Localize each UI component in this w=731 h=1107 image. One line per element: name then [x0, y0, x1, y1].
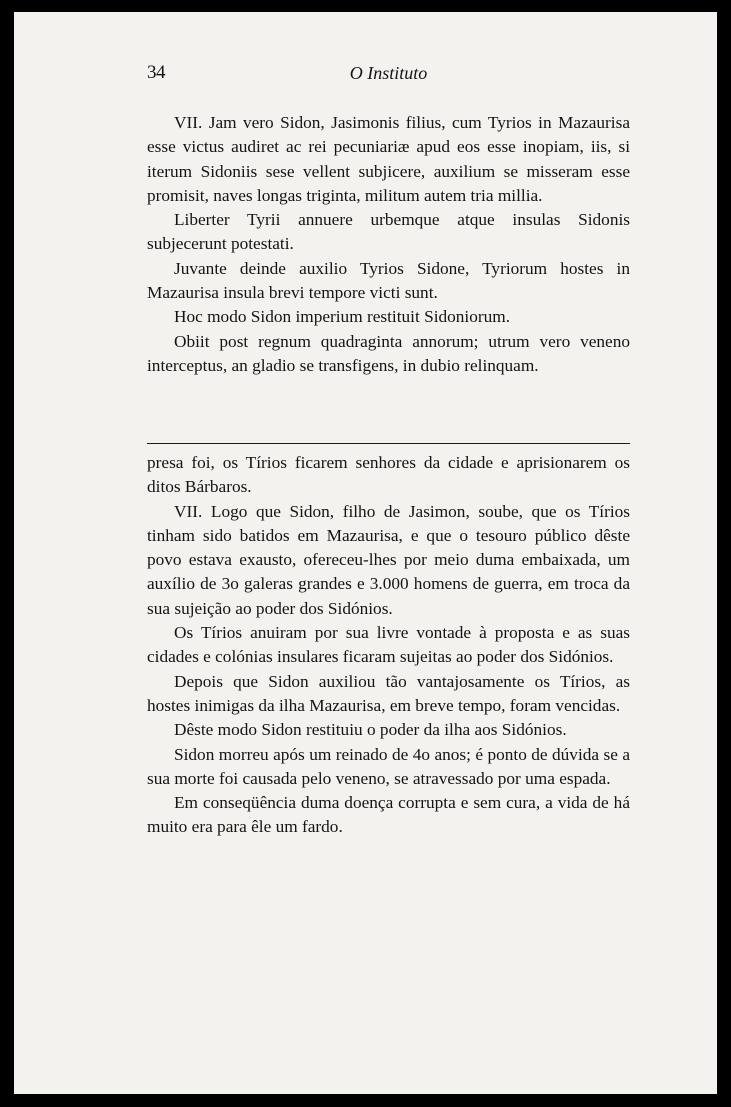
section-divider [147, 443, 630, 444]
latin-paragraph: Obiit post regnum quadraginta annorum; utrum vero veneno interceptus, an gladio se transfigens, in dubio relinquam. [147, 331, 630, 375]
portuguese-paragraph: Dêste modo Sidon restituiu o poder da ilha aos Sidónios. [174, 720, 567, 740]
portuguese-paragraph: Depois que Sidon auxiliou tão vantajosamente os Tírios, as hostes inimigas da ilha Mazaurisa, em breve tempo, foram vencidas. [147, 671, 630, 715]
latin-paragraph: Hoc modo Sidon imperium restituit Sidoniorum. [174, 307, 511, 327]
portuguese-paragraph: Em conseqüência duma doença corrupta e sem cura, a vida de há muito era para êle um fardo. [147, 793, 630, 837]
running-title: O Instituto [349, 63, 428, 83]
page-header [147, 62, 630, 92]
portuguese-paragraph: Os Tírios anuiram por sua livre vontade à proposta e as suas cidades e colónias insulares ficaram sujeitas ao poder dos Sidónios. [147, 623, 630, 667]
portuguese-paragraph: presa foi, os Tírios ficarem senhores da cidade e aprisionarem os ditos Bárbaros. [147, 453, 630, 497]
latin-paragraph: Juvante deinde auxilio Tyrios Sidone, Tyriorum hostes in Mazaurisa insula brevi tempore victi sunt. [147, 258, 630, 303]
portuguese-text-block [147, 451, 630, 840]
book-page [14, 12, 717, 1094]
page-number: 34 [147, 62, 165, 83]
latin-paragraph: Liberter Tyrii annuere urbemque atque insulas Sidonis subjecerunt potestati. [147, 210, 630, 254]
portuguese-paragraph: Sidon morreu após um reinado de 4o anos; é ponto de dúvida se a sua morte foi causada pelo veneno, se atravessado por uma espada. [147, 744, 630, 788]
portuguese-paragraph: VII. Logo que Sidon, filho de Jasimon, soube, que os Tírios tinham sido batidos em Mazaurisa, e que o tesouro público dêste povo estava exausto, ofereceu-lhes por meio duma embaixada, um auxílio de 3o galeras grandes e 3.000 homens de guerra, em troca da sua sujeição ao poder dos Sidónios. [147, 501, 630, 618]
latin-text-block [147, 111, 630, 378]
latin-paragraph: VII. Jam vero Sidon, Jasimonis filius, cum Tyrios in Mazaurisa esse victus audiret ac rei pecuniariæ apud eos esse inopiam, iis, si iterum Sidoniis sese vellent subjicere, auxilium se misseram esse promisit, naves longas triginta, militum autem tria millia. [147, 113, 630, 205]
